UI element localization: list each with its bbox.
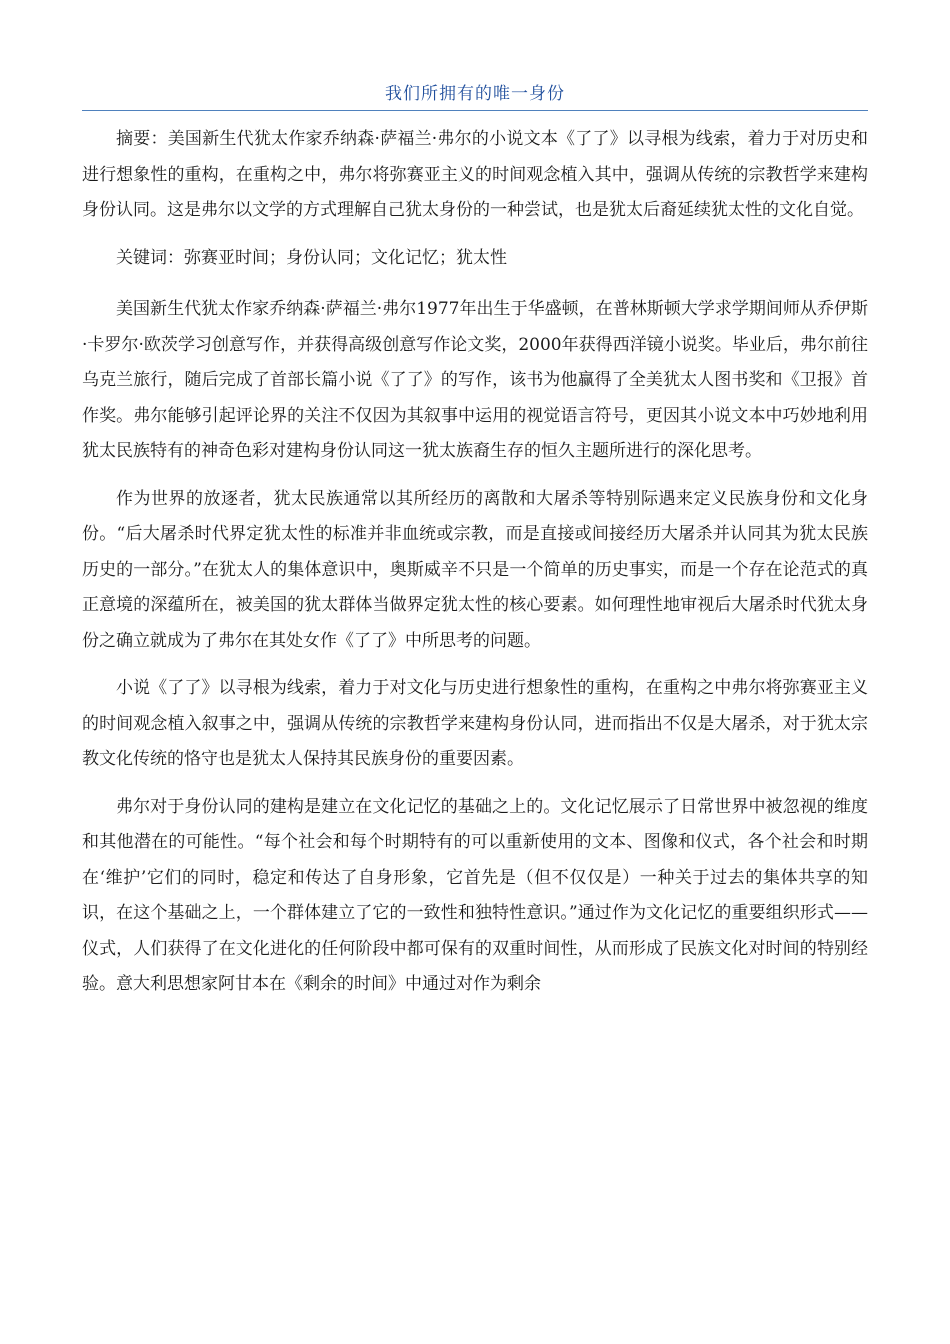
abstract-paragraph: 摘要：美国新生代犹太作家乔纳森·萨福兰·弗尔的小说文本《了了》以寻根为线索，着力于对历史和进行想象性的重构，在重构之中，弗尔将弥赛亚主义的时间观念植入其中，强调从传统的宗教哲学来建构身份认同。这是弗尔以文学的方式理解自己犹太身份的一种尝试，也是犹太后裔延续犹太性的文化自觉。 (82, 129, 868, 220)
header-title: 我们所拥有的唯一身份 (385, 84, 565, 104)
body-paragraph-2: 作为世界的放逐者，犹太民族通常以其所经历的离散和大屠杀等特别际遇来定义民族身份和文化身份。“后大屠杀时代界定犹太性的标准并非血统或宗教，而是直接或间接经历大屠杀并认同其为犹太民族历史的一部分。”在犹太人的集体意识中，奥斯威辛不只是一个简单的历史事实，而是一个存在论范式的真正意境的深蕴所在，被美国的犹太群体当做界定犹太性的核心要素。如何理性地审视后大屠杀时代犹太身份之确立就成为了弗尔在其处女作《了了》中所思考的问题。 (82, 488, 868, 651)
keywords-paragraph: 关键词：弥赛亚时间；身份认同；文化记忆；犹太性 (116, 247, 507, 268)
body-paragraph-3: 小说《了了》以寻根为线索，着力于对文化与历史进行想象性的重构，在重构之中弗尔将弥赛亚主义的时间观念植入叙事之中，强调从传统的宗教哲学来建构身份认同，进而指出不仅是大屠杀，对于犹太宗教文化传统的恪守也是犹太人保持其民族身份的重要因素。 (82, 678, 868, 769)
running-header (82, 80, 868, 111)
body-paragraph-4: 弗尔对于身份认同的建构是建立在文化记忆的基础之上的。文化记忆展示了日常世界中被忽视的维度和其他潜在的可能性。“每个社会和每个时期特有的可以重新使用的文本、图像和仪式，各个社会和时期在‘维护’它们的同时，稳定和传达了自身形象，它首先是（但不仅仅是）一种关于过去的集体共享的知识，在这个基础之上，一个群体建立了它的一致性和独特性意识。”通过作为文化记忆的重要组织形式——仪式，人们获得了在文化进化的任何阶段中都可保有的双重时间性，从而形成了民族文化对时间的特别经验。意大利思想家阿甘本在《剩余的时间》中通过对作为剩余 (82, 796, 868, 994)
body-paragraph-1: 美国新生代犹太作家乔纳森·萨福兰·弗尔1977年出生于华盛顿，在普林斯顿大学求学期间师从乔伊斯·卡罗尔·欧茨学习创意写作，并获得高级创意写作论文奖，2000年获得西洋镜小说奖。毕业后，弗尔前往乌克兰旅行，随后完成了首部长篇小说《了了》的写作，该书为他赢得了全美犹太人图书奖和《卫报》首作奖。弗尔能够引起评论界的关注不仅因为其叙事中运用的视觉语言符号，更因其小说文本中巧妙地利用犹太民族特有的神奇色彩对建构身份认同这一犹太族裔生存的恒久主题所进行的深化思考。 (82, 299, 868, 461)
article-body (82, 122, 868, 1015)
